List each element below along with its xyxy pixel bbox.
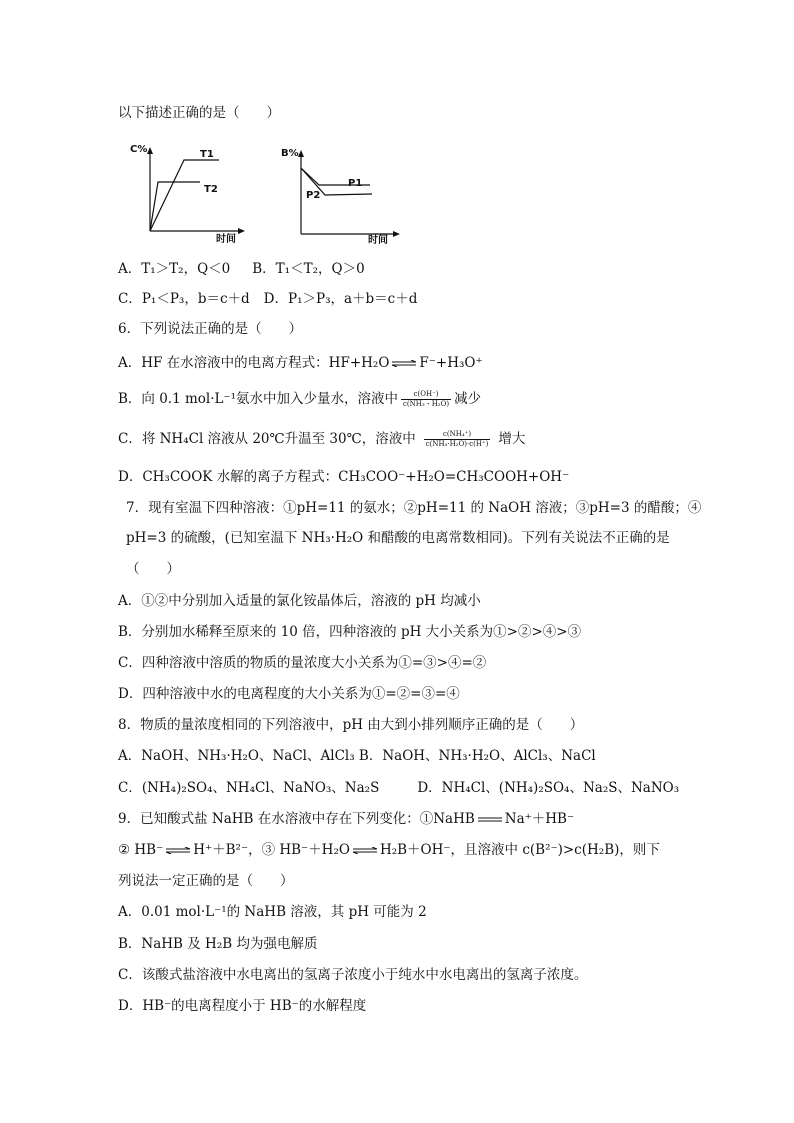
q6-b-denominator: c(NH₃・H₂O) <box>403 400 450 408</box>
q9-stem-line-3: 列说法一定正确的是（ ） <box>118 873 294 889</box>
graph-pressure-svg <box>282 148 407 248</box>
q9-stem-line-1 <box>118 810 574 828</box>
graph1-t1-label: T1 <box>200 149 214 160</box>
q6-b-numerator: c(OH⁻) <box>401 390 451 400</box>
q6-a-prefix: A．HF 在水溶液中的电离方程式：HF+H₂O <box>118 355 390 371</box>
q5-option-a: A．T₁＞T₂，Q＜0 <box>118 261 231 277</box>
q7-option-b: B．分别加水稀释至原来的 10 倍，四种溶液的 pH 大小关系为①>②>④>③ <box>118 624 582 640</box>
q9-option-b: B．NaHB 及 H₂B 均为强电解质 <box>118 936 318 952</box>
q6-c-prefix: C．将 NH₄Cl 溶液从 20℃升温至 30℃，溶液中 <box>118 431 416 447</box>
q9-option-d: D．HB⁻的电离程度小于 HB⁻的水解程度 <box>118 998 367 1014</box>
q7-option-c: C．四种溶液中溶质的物质的量浓度大小关系为①=③>④=② <box>118 655 487 671</box>
graph1-x-label: 时间 <box>216 234 236 245</box>
q9-line2-c: H₂B＋OH⁻，且溶液中 c(B²⁻)>c(H₂B)，则下 <box>379 842 660 858</box>
graph-temperature-svg <box>128 144 248 244</box>
q6-b-suffix: 减少 <box>454 391 482 407</box>
graph2-p1-label: P1 <box>348 178 363 189</box>
q6-stem: 6．下列说法正确的是（ ） <box>118 321 303 337</box>
q6-c-denominator: c(NH₃·H₂O)·c(H⁺) <box>425 440 489 448</box>
q5-option-row-2 <box>118 290 417 308</box>
q7-stem-line-3: （ ） <box>126 561 180 577</box>
q6-b-fraction <box>401 390 451 409</box>
q8-option-ab: A．NaOH、NH₃·H₂O、NaCl、AlCl₃ B．NaOH、NH₃·H₂O、AlCl₃、NaCl <box>118 748 596 764</box>
graph2-x-label: 时间 <box>368 235 388 246</box>
equilibrium-arrow-icon <box>352 847 378 854</box>
q9-option-a: A．0.01 mol·L⁻¹的 NaHB 溶液，其 pH 可能为 2 <box>118 904 427 920</box>
q6-c-numerator: c(NH₄⁺) <box>424 430 491 440</box>
q7-stem-line-1: 7．现有室温下四种溶液：①pH=11 的氨水；②pH=11 的 NaOH 溶液；③pH=3 的醋酸；④ <box>126 500 702 516</box>
q5-option-c: C．P₁＜P₃，b＝c＋d <box>118 291 250 307</box>
q9-line2-b: H⁺＋B²⁻，③ HB⁻＋H₂O <box>193 842 350 858</box>
q6-c-suffix: 增大 <box>498 431 526 447</box>
q6-option-a <box>118 354 483 372</box>
q6-b-prefix: B．向 0.1 mol·L⁻¹氨水中加入少量水，溶液中 <box>118 391 399 407</box>
q8-stem: 8．物质的量浓度相同的下列溶液中，pH 由大到小排列顺序正确的是（ ） <box>118 717 584 733</box>
q6-c-fraction <box>424 430 491 449</box>
q6-option-c <box>118 430 525 449</box>
q5-option-row-1 <box>118 260 365 278</box>
graph-pressure <box>282 148 407 248</box>
q8-option-row-2 <box>118 779 679 797</box>
graph-temperature <box>128 144 248 244</box>
q7-option-a: A．①②中分别加入适量的氯化铵晶体后，溶液的 pH 均减小 <box>118 593 481 609</box>
q5-option-d: D．P₁＞P₃，a＋b＝c＋d <box>263 291 418 307</box>
q6-option-d: D．CH₃COOK 水解的离子方程式：CH₃COO⁻+H₂O=CH₃COOH+OH⁻ <box>118 469 570 485</box>
graph2-y-label: B% <box>281 148 299 159</box>
equals-arrow-icon <box>477 816 503 823</box>
q8-option-d: D．NH₄Cl、(NH₄)₂SO₄、Na₂S、NaNO₃ <box>417 780 680 796</box>
q9-stem-a: 9．已知酸式盐 NaHB 在水溶液中存在下列变化：①NaHB <box>118 811 475 827</box>
q9-line2-a: ② HB⁻ <box>118 842 164 858</box>
q6-a-suffix: F⁻+H₃O⁺ <box>419 355 483 371</box>
q9-stem-line-2 <box>118 841 660 859</box>
q5-option-b: B．T₁＜T₂，Q＞0 <box>252 261 365 277</box>
graph1-y-label: C% <box>130 144 148 155</box>
q7-stem-line-2: pH=3 的硫酸，(已知室温下 NH₃·H₂O 和醋酸的电离常数相同)。下列有关说法不正确的是 <box>126 530 670 546</box>
q9-stem-b: Na⁺＋HB⁻ <box>504 811 575 827</box>
q8-option-c: C．(NH₄)₂SO₄、NH₄Cl、NaNO₃、Na₂S <box>118 780 380 796</box>
equilibrium-arrow-icon <box>391 360 417 367</box>
graph2-p2-label: P2 <box>306 190 321 201</box>
equilibrium-arrow-icon <box>165 847 191 854</box>
question-intro: 以下描述正确的是（ ） <box>118 105 280 121</box>
q7-option-d: D．四种溶液中水的电离程度的大小关系为①=②=③=④ <box>118 686 460 702</box>
q6-option-b <box>118 390 481 409</box>
graph1-t2-label: T2 <box>204 184 218 195</box>
q9-option-c: C．该酸式盐溶液中水电离出的氢离子浓度小于纯水中水电离出的氢离子浓度。 <box>118 967 588 983</box>
